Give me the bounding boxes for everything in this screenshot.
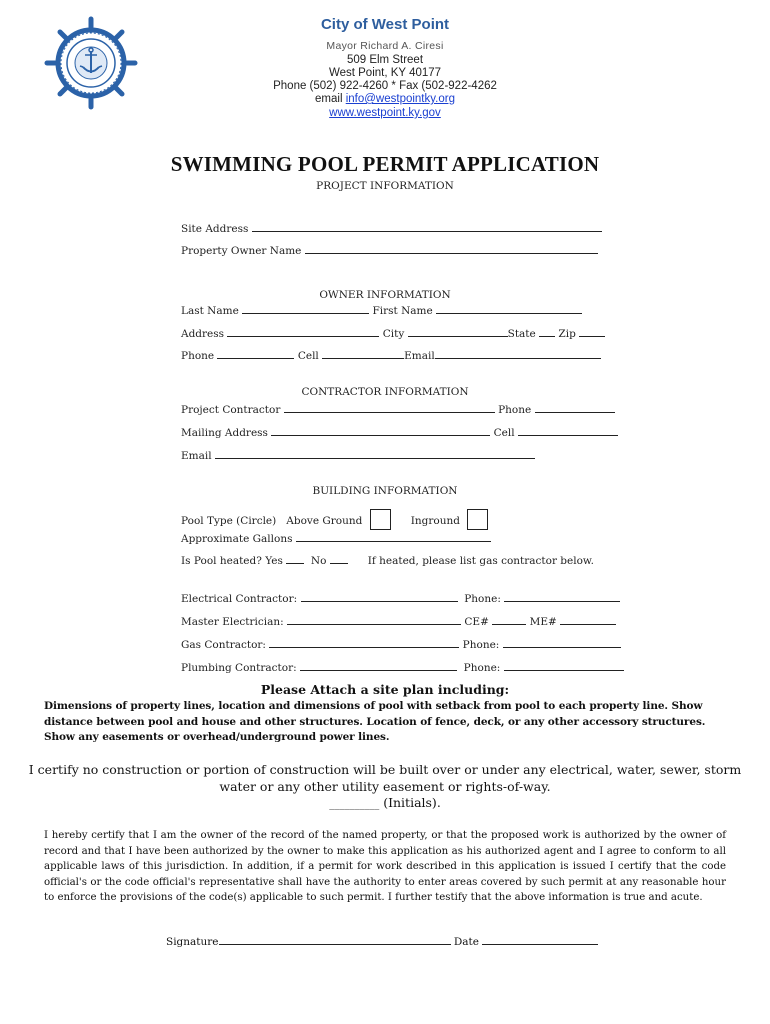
heated-yes-label: Yes (265, 555, 283, 567)
zip-field[interactable] (579, 326, 605, 337)
city-name: City of West Point (320, 16, 450, 33)
electrical-phone-label: Phone: (464, 593, 501, 605)
gallons-label: Approximate Gallons (181, 533, 293, 545)
plumbing-row (181, 660, 624, 674)
phone-field[interactable] (217, 348, 294, 359)
contractor-email-field[interactable] (215, 448, 535, 459)
first-name-field[interactable] (436, 303, 582, 314)
contractor-email-row (181, 448, 535, 462)
heated-no-field[interactable] (330, 553, 348, 564)
owner-name-row (181, 303, 582, 317)
heated-row (181, 553, 594, 567)
building-heading: BUILDING INFORMATION (312, 485, 458, 497)
property-owner-row (181, 243, 598, 257)
site-address-field[interactable] (252, 221, 602, 232)
mailing-address-row (181, 425, 618, 439)
site-plan-heading: Please Attach a site plan including: (260, 682, 510, 697)
last-name-label: Last Name (181, 305, 239, 317)
email-field[interactable] (435, 348, 601, 359)
initials-line (0, 795, 770, 814)
signature-row (166, 934, 598, 948)
project-heading: PROJECT INFORMATION (316, 180, 454, 192)
me-field[interactable] (560, 614, 616, 625)
last-name-field[interactable] (242, 303, 369, 314)
date-field[interactable] (482, 934, 598, 945)
gas-phone-label: Phone: (462, 639, 500, 651)
owner-address-row (181, 326, 605, 340)
project-contractor-field[interactable] (284, 402, 495, 413)
certify-line-1: I certify no construction or portion of construction will be built over or under any electrical, water, sewer, storm (28, 762, 742, 777)
owner-contact-row (181, 348, 601, 362)
pool-type-label: Pool Type (Circle) (181, 515, 277, 527)
gallons-field[interactable] (296, 531, 491, 542)
date-label: Date (453, 936, 479, 948)
ce-field[interactable] (492, 614, 526, 625)
gas-phone-field[interactable] (503, 637, 621, 648)
site-plan-requirements: Dimensions of property lines, location and dimensions of pool with setback from pool to each property line. Show distance between pool and house and other structures. Location of fence, deck, or any other accessory structures. Show any easements or overhead/underground power lines. (44, 700, 706, 743)
cell-field[interactable] (322, 348, 404, 359)
website-link[interactable]: www.westpoint.ky.gov (329, 107, 441, 119)
website-line (0, 107, 770, 120)
plumbing-phone-label: Phone: (463, 662, 501, 674)
email-prefix: email (315, 93, 346, 105)
easement-certification (0, 762, 770, 814)
email-label: Email (404, 350, 435, 362)
property-owner-label: Property Owner Name (181, 245, 302, 257)
project-contractor-label: Project Contractor (181, 404, 281, 416)
me-label: ME# (529, 616, 557, 628)
plumbing-field[interactable] (300, 660, 457, 671)
electrical-label: Electrical Contractor: (181, 593, 298, 605)
contractor-email-label: Email (181, 450, 212, 462)
mailing-address-field[interactable] (271, 425, 490, 436)
mayor-name: Mayor Richard A. Ciresi (326, 40, 444, 52)
electrical-phone-field[interactable] (504, 591, 620, 602)
address-label: Address (181, 328, 225, 340)
master-electrician-field[interactable] (287, 614, 461, 625)
gas-field[interactable] (269, 637, 459, 648)
heated-yes-field[interactable] (286, 553, 304, 564)
cell-label: Cell (297, 350, 319, 362)
contractor-cell-field[interactable] (518, 425, 618, 436)
owner-certification: I hereby certify that I am the owner of the record of the named property, or that the proposed work is authorized by the owner of record and that I have been authorized by the owner to make this application as his authorized agent and I agree to conform to all applicable laws of this jurisdiction. In addition, if a permit for work described in this application is issued I certify that the code official's or the code official's representative shall have the authority to enter areas covered by such permit at any reasonable hour to enforce the provisions of the code(s) applicable to such permit. I further testify that the above information is true and acute. (44, 830, 726, 903)
city-label: City (382, 328, 405, 340)
contractor-heading: CONTRACTOR INFORMATION (301, 386, 469, 398)
project-contractor-row (181, 402, 615, 416)
phone-fax: Phone (502) 922-4260 * Fax (502-922-4262 (273, 80, 497, 92)
above-ground-checkbox[interactable] (370, 509, 391, 530)
mailing-address-label: Mailing Address (181, 427, 268, 439)
heated-no-label: No (310, 555, 327, 567)
zip-label: Zip (558, 328, 576, 340)
first-name-label: First Name (372, 305, 433, 317)
owner-heading: OWNER INFORMATION (319, 289, 451, 301)
site-address-row (181, 221, 602, 235)
gas-label: Gas Contractor: (181, 639, 266, 651)
electrical-field[interactable] (301, 591, 458, 602)
electrical-row (181, 591, 620, 605)
street-address: 509 Elm Street (346, 54, 424, 66)
above-ground-label: Above Ground (286, 515, 363, 527)
contractor-phone-label: Phone (498, 404, 532, 416)
inground-label: Inground (410, 515, 460, 527)
initials-label: (Initials). (383, 795, 441, 810)
gallons-row (181, 531, 491, 545)
signature-label: Signature (166, 936, 219, 948)
master-electrician-label: Master Electrician: (181, 616, 284, 628)
certify-line-2: water or any other utility easement or rights-of-way. (219, 778, 551, 794)
heated-note: If heated, please list gas contractor below. (367, 555, 595, 567)
city-field[interactable] (408, 326, 508, 337)
ce-label: CE# (464, 616, 489, 628)
state-label: State (507, 328, 536, 340)
plumbing-label: Plumbing Contractor: (181, 662, 297, 674)
page-title: SWIMMING POOL PERMIT APPLICATION (170, 152, 600, 176)
property-owner-field[interactable] (305, 243, 598, 254)
email-line (0, 93, 770, 106)
initials-field[interactable]: __________ (329, 799, 380, 810)
master-electrician-row (181, 614, 616, 628)
city-state-zip: West Point, KY 40177 (328, 67, 442, 79)
inground-checkbox[interactable] (467, 509, 488, 530)
pool-type-row (181, 509, 488, 530)
address-field[interactable] (227, 326, 379, 337)
site-address-label: Site Address (181, 223, 249, 235)
contractor-phone-field[interactable] (535, 402, 615, 413)
phone-label: Phone (181, 350, 215, 362)
state-field[interactable] (539, 326, 555, 337)
gas-row (181, 637, 621, 651)
heated-question: Is Pool heated? (181, 555, 262, 567)
plumbing-phone-field[interactable] (504, 660, 624, 671)
contractor-cell-label: Cell (493, 427, 515, 439)
email-link[interactable]: info@westpointky.org (345, 93, 455, 105)
signature-field[interactable] (219, 934, 451, 945)
